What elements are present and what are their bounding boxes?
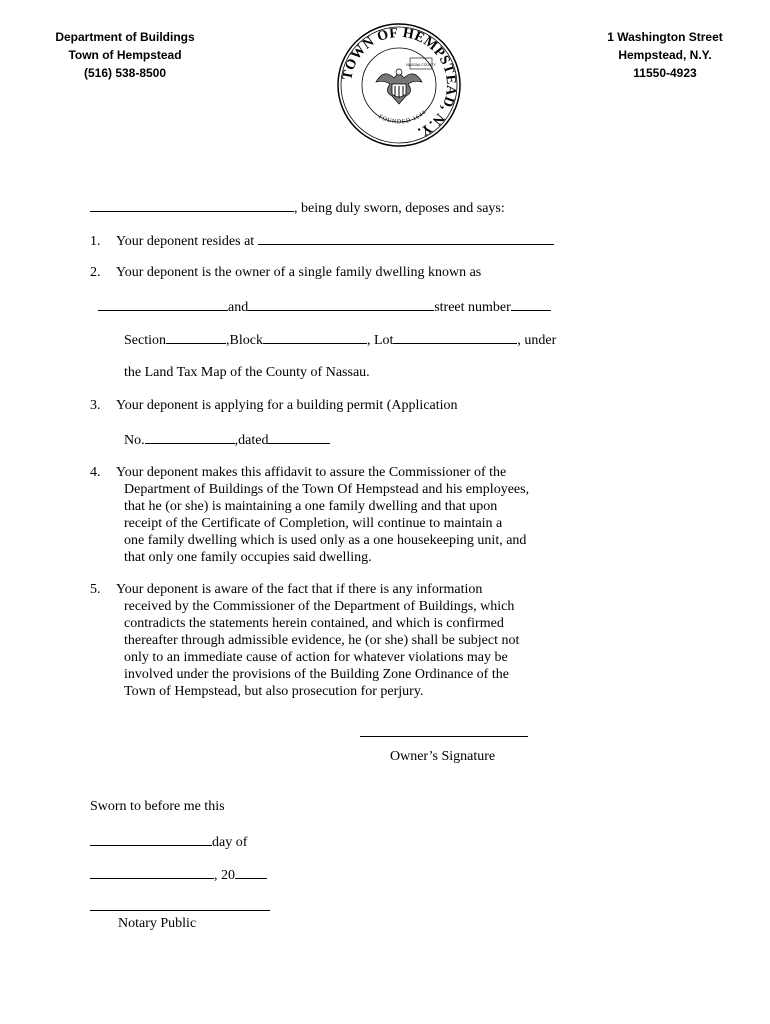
address-line: [98, 298, 551, 316]
section-block-lot-line: [124, 331, 556, 349]
month-field[interactable]: [90, 866, 214, 879]
item-4-line-6: that only one family occupies said dwelling.: [124, 550, 372, 565]
under-label: , under: [517, 333, 557, 348]
item-5-line-4: thereafter through admissible evidence, he (or she) shall be subject not: [124, 633, 520, 648]
town-name: Town of Hempstead: [68, 48, 182, 62]
item-4-line-4: receipt of the Certificate of Completion, will continue to maintain a: [124, 516, 503, 531]
department-name: Department of Buildings: [55, 30, 195, 44]
street-number-field[interactable]: [511, 298, 551, 311]
year-field[interactable]: [235, 866, 267, 879]
lot-field[interactable]: [393, 331, 517, 344]
address-header: [580, 28, 750, 82]
item-1: [90, 232, 554, 250]
dated-label: dated: [238, 433, 269, 448]
application-comma: ,: [234, 433, 239, 448]
year-line: [90, 866, 267, 884]
item-2-number: 2.: [90, 265, 101, 280]
day-of-line: [90, 833, 247, 851]
item-5-line-3: contradicts the statements herein contained, and which is confirmed: [124, 616, 504, 631]
notary-signature-field[interactable]: [90, 910, 270, 911]
owner-signature-label: Owner’s Signature: [390, 749, 496, 764]
zip-code: 11550-4923: [633, 66, 697, 80]
address-and-label: and: [228, 300, 249, 315]
item-4: [90, 465, 506, 481]
application-date-field[interactable]: [268, 431, 330, 444]
deponent-name-field[interactable]: [90, 199, 294, 212]
section-field[interactable]: [166, 331, 226, 344]
seal-inner-text: NASSAU COUNTY: [406, 63, 436, 67]
notary-label: Notary Public: [118, 916, 197, 931]
item-5-line-7: Town of Hempstead, but also prosecution for perjury.: [124, 684, 424, 699]
item-5-number: 5.: [90, 582, 101, 597]
address-field-2[interactable]: [248, 298, 434, 311]
year-prefix: , 20: [214, 868, 235, 883]
item-2-text: Your deponent is the owner of a single family dwelling known as: [116, 265, 482, 280]
item-5-line-2: received by the Commissioner of the Department of Buildings, which: [124, 599, 515, 614]
svg-text:FOUNDED 1644: [377, 109, 428, 125]
eagle-emblem-icon: [376, 69, 422, 104]
item-4-line-5: one family dwelling which is used only as a one housekeeping unit, and: [124, 533, 527, 548]
owner-signature-field[interactable]: [360, 736, 528, 737]
section-label: Section: [124, 333, 166, 348]
street-number-label: street number: [434, 300, 511, 315]
item-3-text: Your deponent is applying for a building permit (Application: [116, 398, 458, 413]
application-number-field[interactable]: [145, 431, 235, 444]
seal-outer-text: TOWN OF HEMPSTEAD, N.Y.: [340, 25, 459, 140]
city-state: Hempstead, N.Y.: [618, 48, 712, 62]
street-address: 1 Washington Street: [607, 30, 723, 44]
lot-label: , Lot: [366, 333, 394, 348]
item-3-number: 3.: [90, 398, 101, 413]
town-seal: [336, 22, 462, 148]
item-5-line-5: only to an immediate cause of action for whatever violations may be: [124, 650, 508, 665]
item-4-line-1: Your deponent makes this affidavit to assure the Commissioner of the: [116, 465, 507, 480]
item-2: [90, 265, 481, 281]
land-tax-line: the Land Tax Map of the County of Nassau.: [124, 365, 370, 380]
item-1-text: Your deponent resides at: [116, 234, 255, 249]
item-4-line-2: Department of Buildings of the Town Of Hempstead and his employees,: [124, 482, 530, 497]
department-header: [40, 28, 210, 82]
residence-field[interactable]: [258, 232, 554, 245]
address-field-1[interactable]: [98, 298, 228, 311]
block-field[interactable]: [263, 331, 367, 344]
item-5-line-1: Your deponent is aware of the fact that if there is any information: [116, 582, 483, 597]
block-label: ,Block: [226, 333, 263, 348]
item-5: [90, 582, 482, 598]
item-1-number: 1.: [90, 234, 101, 249]
application-no-label: No.: [124, 433, 145, 448]
item-4-number: 4.: [90, 465, 101, 480]
seal-bottom-text: FOUNDED 1644: [377, 109, 428, 126]
department-phone: (516) 538-8500: [83, 66, 167, 80]
application-line: [124, 431, 330, 449]
item-5-line-6: involved under the provisions of the Building Zone Ordinance of the: [124, 667, 509, 682]
intro-text: , being duly sworn, deposes and says:: [294, 201, 505, 216]
intro-line: [90, 199, 505, 217]
day-of-label: day of: [212, 835, 248, 850]
item-4-line-3: that he (or she) is maintaining a one family dwelling and that upon: [124, 499, 498, 514]
day-field[interactable]: [90, 833, 212, 846]
sworn-line: Sworn to before me this: [90, 799, 225, 814]
item-3: [90, 398, 458, 414]
